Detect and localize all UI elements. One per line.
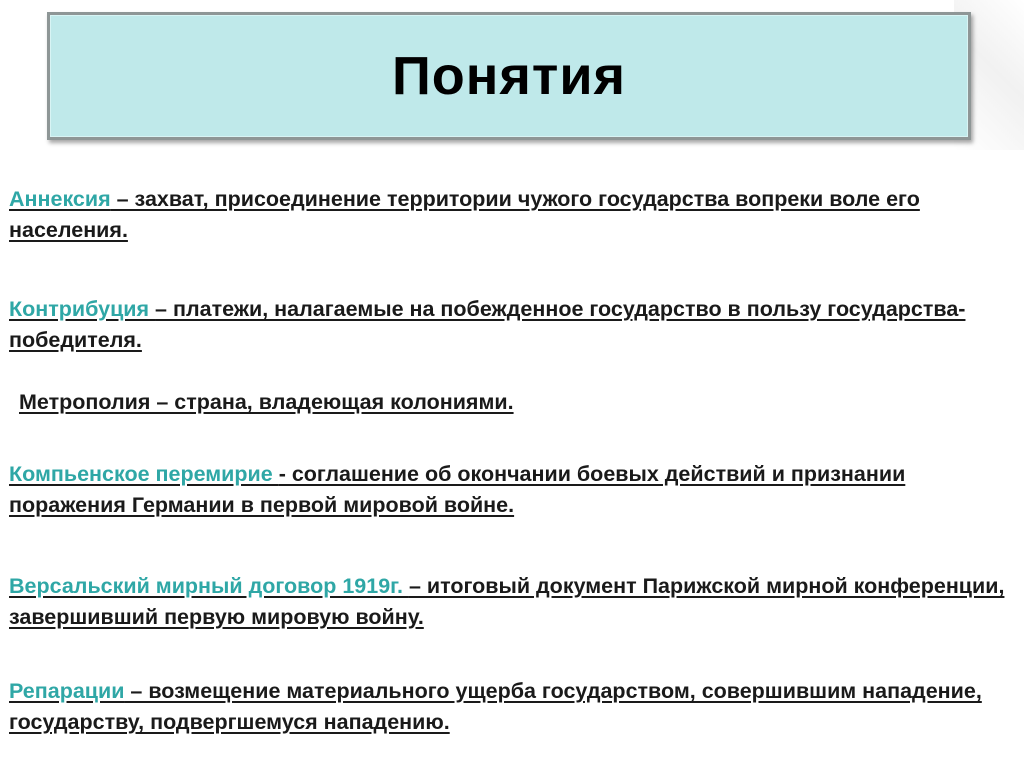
definition-text: – платежи, налагаемые на побежденное государство в пользу государства-победителя. — [9, 297, 966, 352]
term-link[interactable]: Компьенское перемирие — [9, 462, 279, 486]
definition-text: – захват, присоединение территории чужого государства вопреки воле его населения. — [9, 187, 920, 242]
definition-contribution — [9, 294, 1014, 356]
term-link[interactable]: Репарации — [9, 679, 125, 703]
page-title: Понятия — [391, 46, 627, 106]
definition-annexation — [9, 184, 1014, 246]
term-link[interactable]: Версальский мирный договор 1919г. — [9, 574, 409, 598]
definition-metropolis — [19, 387, 1024, 418]
term-link[interactable]: Контрибуция — [9, 297, 156, 321]
definition-text: Метрополия – страна, владеющая колониями. — [19, 390, 514, 414]
term-link[interactable]: Аннексия — [9, 187, 111, 211]
definition-text: – возмещение материального ущерба государством, совершившим нападение, государству, подвергшемуся нападению. — [9, 679, 982, 734]
definition-text: - соглашение об окончании боевых действий и признании поражения Германии в первой мировой войне. — [9, 462, 906, 517]
definition-compiegne-armistice — [9, 459, 1014, 521]
definition-versailles-treaty — [9, 571, 1014, 633]
definition-reparations — [9, 676, 1014, 738]
definition-text: – итоговый документ Парижской мирной конференции, завершивший первую мировую войну. — [9, 574, 1005, 629]
title-banner — [47, 12, 971, 140]
